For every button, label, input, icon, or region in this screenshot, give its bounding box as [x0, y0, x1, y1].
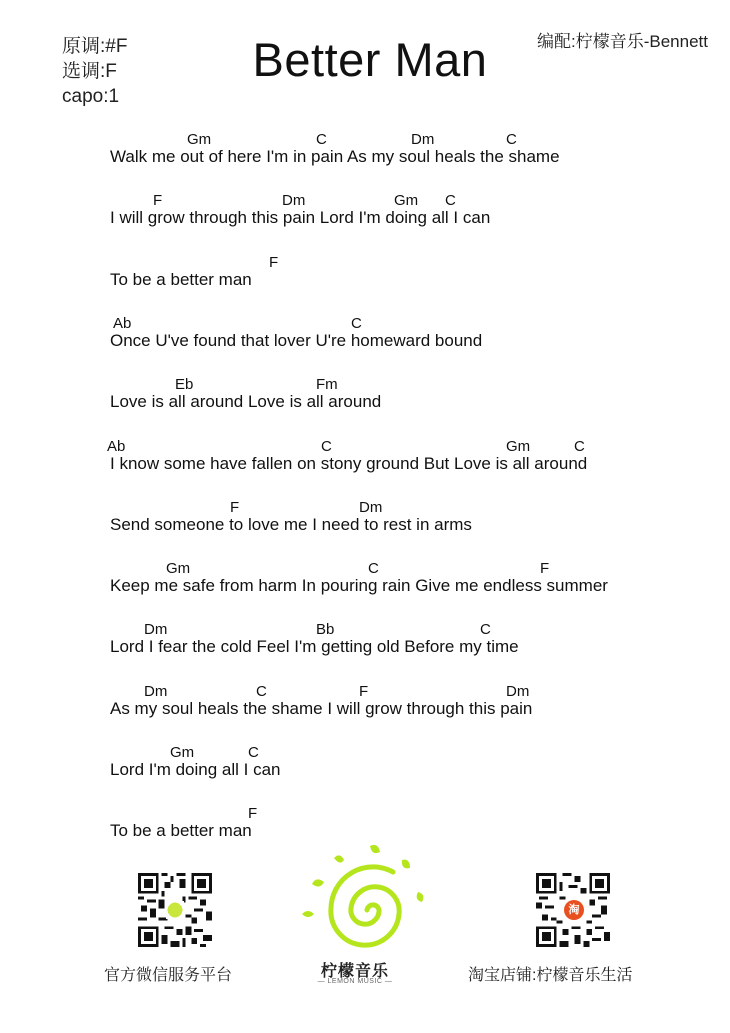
taobao-caption: 淘宝店铺:柠檬音乐生活 [468, 967, 633, 984]
lyric-line [107, 438, 710, 488]
lyric-text: As my soul heals the shame I will grow through this pain [110, 699, 533, 718]
lyric-text: Send someone to love me I need to rest in arms [110, 515, 472, 534]
original-key: 原调:#F [62, 36, 128, 57]
chord-symbol: Bb [316, 621, 335, 638]
chord-symbol: F [540, 560, 550, 577]
chord-symbol: C [351, 315, 362, 332]
lyric-line [110, 683, 710, 733]
chord-symbol: Fm [316, 376, 338, 393]
chord-symbol: F [153, 192, 163, 209]
lyric-line [110, 560, 710, 610]
chord-symbol: Dm [144, 621, 168, 638]
chord-symbol: Gm [166, 560, 191, 577]
lyric-line [110, 621, 710, 671]
taobao-badge-icon: 淘 [564, 900, 584, 920]
lyric-line [110, 744, 710, 794]
lyric-text: Lord I'm doing all I can [110, 760, 281, 779]
chord-symbol: Dm [144, 683, 168, 700]
chord-symbol: Gm [187, 131, 212, 148]
chord-symbol: Gm [394, 192, 419, 209]
chord-symbol: C [506, 131, 517, 148]
chord-symbol: Ab [107, 438, 126, 455]
chord-symbol: F [269, 254, 279, 271]
chord-symbol: Eb [175, 376, 194, 393]
chord-symbol: Dm [359, 499, 383, 516]
chord-symbol: C [445, 192, 456, 209]
chord-symbol: F [230, 499, 240, 516]
lyric-text: To be a better man [110, 270, 252, 289]
chord-symbol: Ab [113, 315, 132, 332]
lyric-text: Lord I fear the cold Feel I'm getting old Before my time [110, 637, 519, 656]
chord-symbol: C [316, 131, 327, 148]
logo-subtitle: — LEMON MUSIC — [317, 978, 393, 985]
chord-symbol: F [248, 805, 258, 822]
lyric-line [110, 192, 710, 242]
selected-key: 选调:F [62, 61, 117, 82]
lyric-line [110, 499, 710, 549]
lyric-line [110, 254, 710, 304]
chord-symbol: F [359, 683, 369, 700]
lyric-text: I know some have fallen on stony ground But Love is all around [110, 454, 588, 473]
lyric-text: Love is all around Love is all around [110, 392, 382, 411]
logo-name: 柠檬音乐 [320, 963, 389, 980]
lyric-text: Keep me safe from harm In pouring rain Give me endless summer [110, 576, 608, 595]
lyric-line [110, 131, 710, 181]
chord-symbol: Dm [282, 192, 306, 209]
chord-symbol: Dm [506, 683, 530, 700]
lyric-line [110, 376, 710, 426]
wechat-qr-code [138, 873, 212, 947]
chord-symbol: Gm [506, 438, 531, 455]
chord-symbol: C [256, 683, 267, 700]
chord-symbol: Gm [170, 744, 195, 761]
lyric-text: To be a better man [110, 821, 252, 840]
chord-symbol: C [248, 744, 259, 761]
lyric-text: Once U've found that lover U're homeward bound [110, 331, 483, 350]
arranger-credit: 编配:柠檬音乐-Bennett [537, 32, 708, 51]
chord-symbol: C [321, 438, 332, 455]
chord-symbol: C [368, 560, 379, 577]
chord-symbol: C [480, 621, 491, 638]
wechat-caption: 官方微信服务平台 [104, 967, 233, 984]
capo-label: capo:1 [62, 86, 120, 107]
lyric-line [110, 315, 710, 365]
lyric-text: I will grow through this pain Lord I'm doing all I can [110, 208, 491, 227]
lyric-text: Walk me out of here I'm in pain As my soul heals the shame [110, 147, 560, 166]
chord-symbol: Dm [411, 131, 435, 148]
song-title: Better Man [252, 33, 488, 86]
chord-symbol: C [574, 438, 585, 455]
